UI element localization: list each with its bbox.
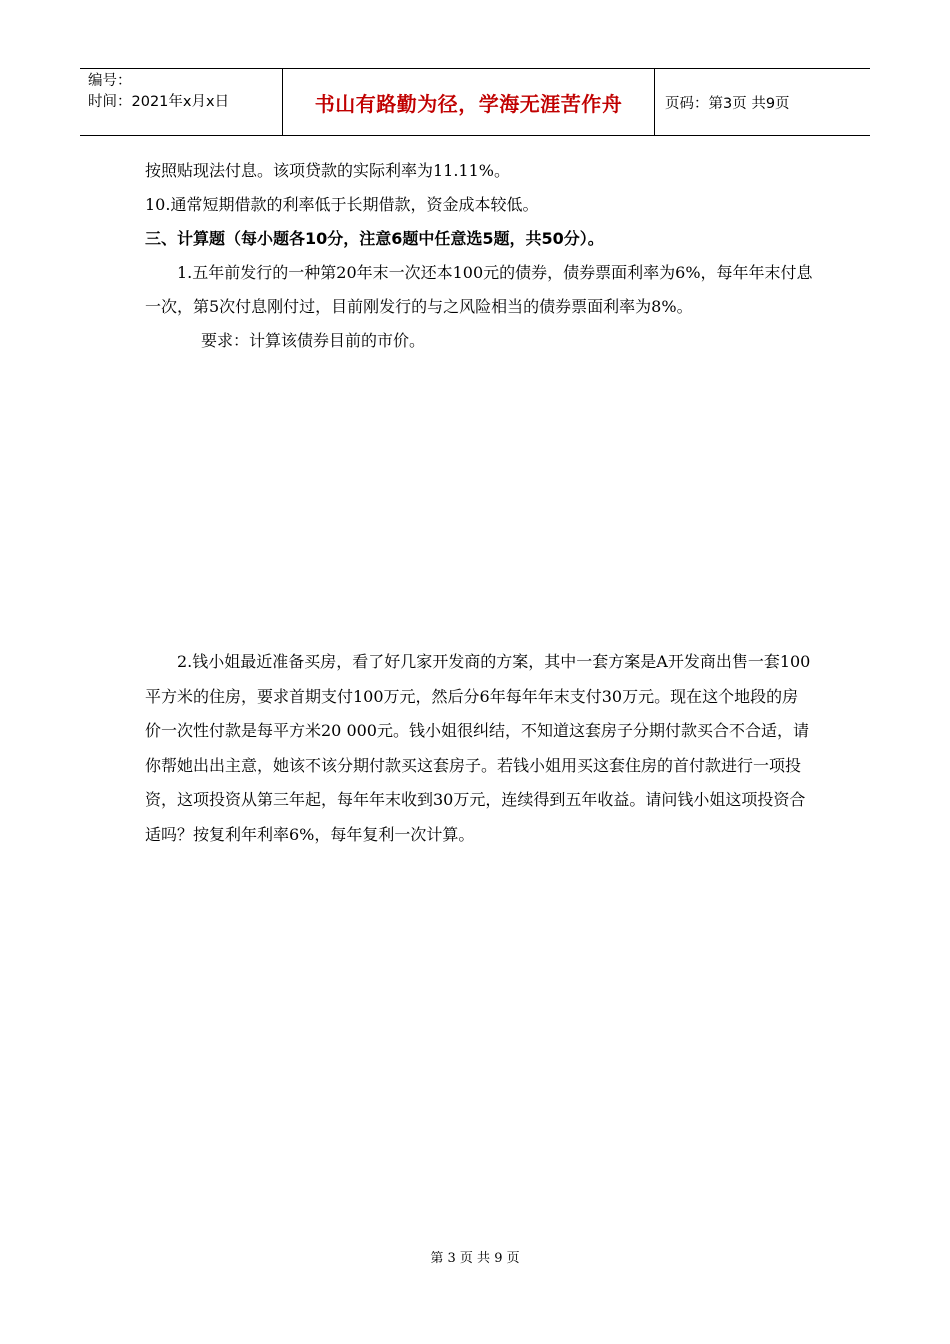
number-label: 编号：: [88, 73, 132, 89]
header-page-code: 页码：第3页 共9页: [665, 95, 790, 112]
question-1: 1.五年前发行的一种第20年末一次还本100元的债券，债券票面利率为6%，每年年末付息一次，第5次付息刚付过，目前刚发行的与之风险相当的债券票面利率为8%。: [145, 263, 813, 316]
section-title: 三、计算题（每小题各10分，注意6题中任意选5题，共50分）。: [145, 229, 604, 248]
question-1-requirement: 要求：计算该债券目前的市价。: [201, 331, 426, 350]
question-2: 2.钱小姐最近准备买房，看了好几家开发商的方案，其中一套方案是A开发商出售一套100平方米的住房，要求首期支付100万元，然后分6年每年年末支付30万元。现在这个地段的房价一次性付款是每平方米20 000元。钱小姐很纠结，不知道这套房子分期付款买合不合适，请你帮她出出主意，她该不该分期付款买这套房子。若钱小姐用买这套住房的首付款进行一项投资，这项投资从第三年起，每年年末收到30万元，连续得到五年收益。请问钱小姐这项投资合适吗？按复利年利率6%，每年复利一次计算。: [145, 652, 811, 844]
paragraph-line1: 按照贴现法付息。该项贷款的实际利率为11.11%。: [145, 161, 511, 180]
time-label: 时间：2021年x月x日: [88, 94, 230, 110]
header-meta: [80, 69, 282, 135]
question-2-block: [145, 645, 813, 852]
header-motto: 书山有路勤为径，学海无涯苦作舟: [282, 69, 655, 135]
header-table: [80, 68, 870, 136]
document-body: [145, 154, 813, 358]
paragraph-line2: 10.通常短期借款的利率低于长期借款，资金成本较低。: [145, 195, 539, 214]
page-footer: 第 3 页 共 9 页: [430, 1251, 520, 1266]
